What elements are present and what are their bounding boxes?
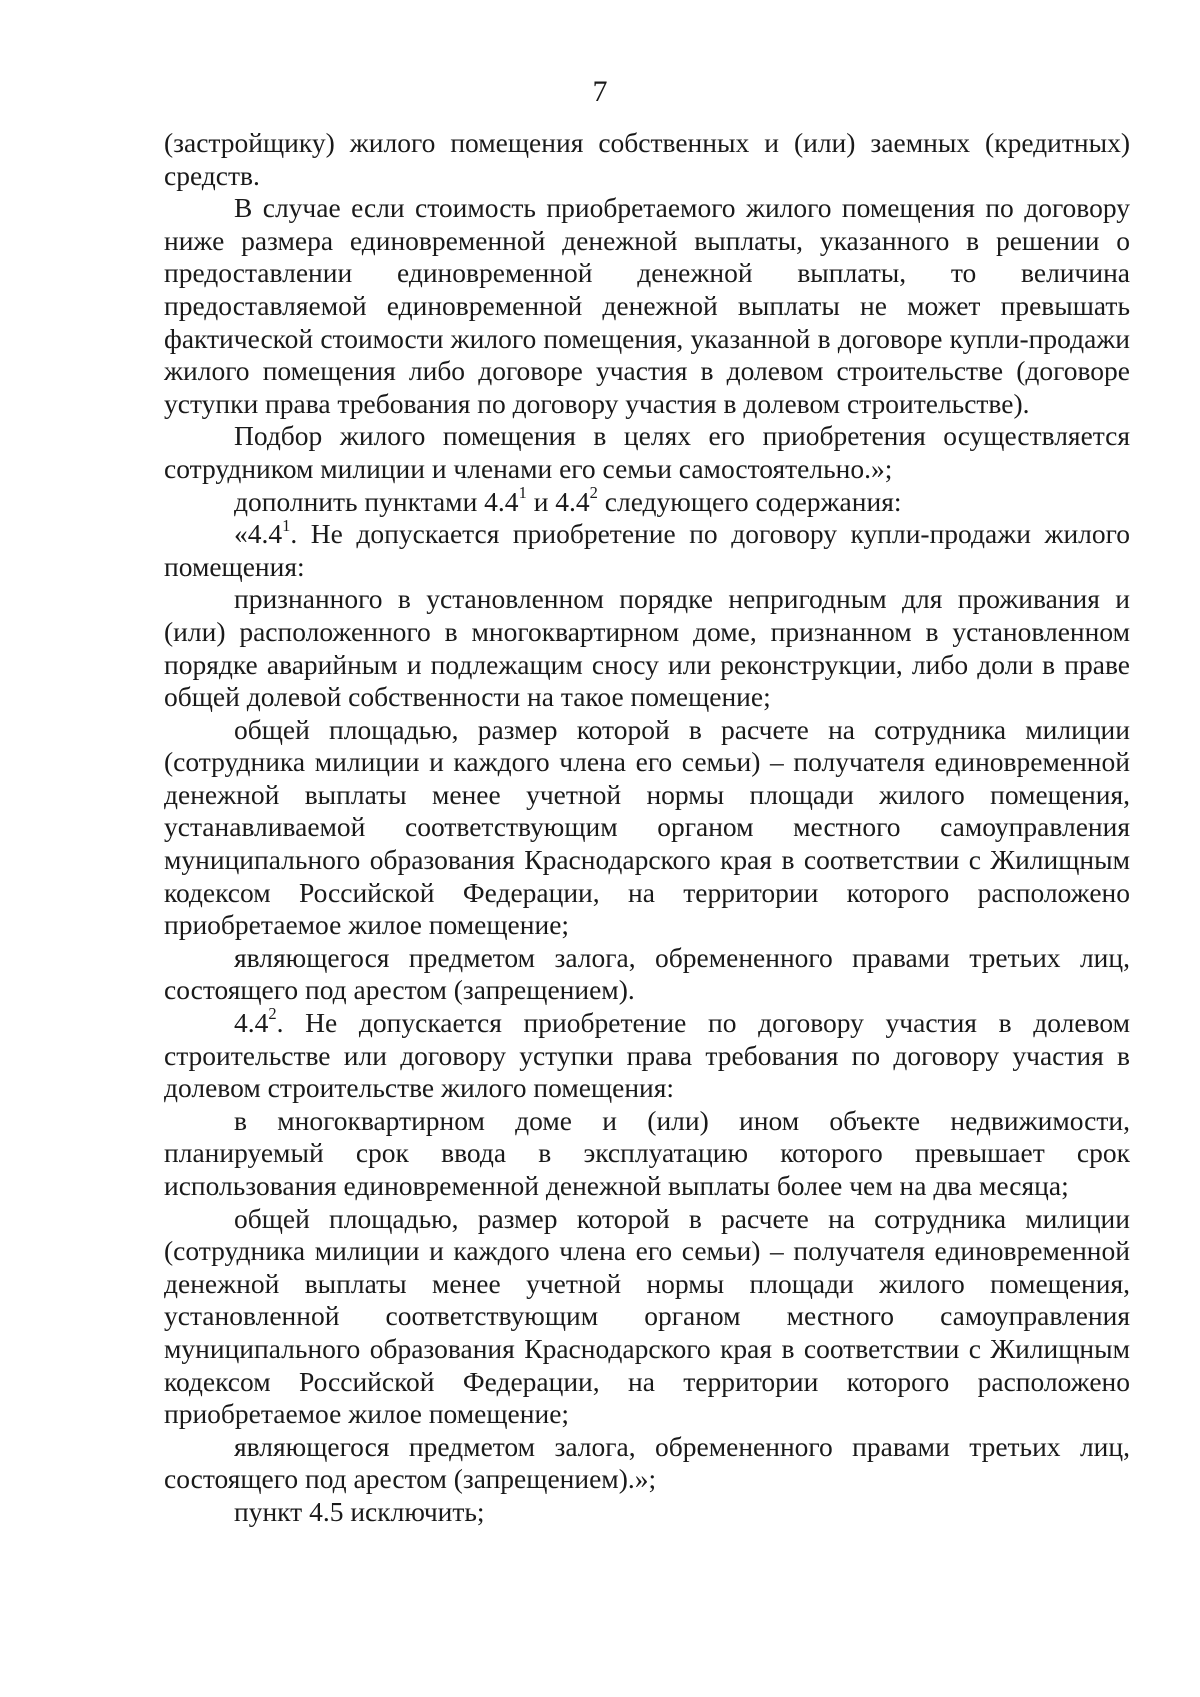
- superscript-marker: 2: [268, 1004, 277, 1024]
- superscript-marker: 1: [282, 515, 291, 535]
- paragraph-12: являющегося предметом залога, обремененного правами третьих лиц, состоящего под арестом (запрещением).»;: [164, 1430, 1130, 1495]
- paragraph-6: признанного в установленном порядке непригодным для проживания и (или) расположенного в многоквартирном доме, признанном в установленном порядке аварийным и подлежащим сносу или реконструкции, либо доли в праве общей долевой собственности на такое помещение;: [164, 583, 1130, 713]
- page-number: 7: [592, 75, 608, 108]
- paragraph-1: (застройщику) жилого помещения собственных и (или) заемных (кредитных) средств.: [164, 127, 1130, 191]
- paragraph-11: общей площадью, размер которой в расчете на сотрудника милиции (сотрудника милиции и каждого члена его семьи) – получателя единовременной денежной выплаты менее учетной нормы площади жилого помещения, установленной соответствующим органом местного самоуправления муниципального образования Краснодарского края в соответствии с Жилищным кодексом Российской Федерации, на территории которого расположено приобретаемое жилое помещение;: [164, 1202, 1130, 1430]
- paragraph-5: «$4.4^1$. Не допускается приобретение по договору купли-продажи жилого помещения:: [164, 515, 1130, 582]
- paragraph-13: пункт 4.5 исключить;: [234, 1495, 485, 1527]
- paragraph-8: являющегося предметом залога, обремененного правами третьих лиц, состоящего под арестом (запрещением).: [164, 941, 1130, 1006]
- superscript-marker: 1: [518, 482, 527, 502]
- paragraph-2: В случае если стоимость приобретаемого жилого помещения по договору ниже размера единовременной денежной выплаты, указанного в решении о предоставлении единовременной денежной выплаты, то величина предоставляемой единовременной денежной выплаты не может превышать фактической стоимости жилого помещения, указанной в договоре купли-продажи жилого помещения либо договоре участия в долевом строительстве (договоре уступки права требования по договору участия в долевом строительстве).: [164, 192, 1130, 419]
- paragraph-7: общей площадью, размер которой в расчете на сотрудника милиции (сотрудника милиции и каждого члена его семьи) – получателя единовременной денежной выплаты менее учетной нормы площади жилого помещения, устанавливаемой соответствующим органом местного самоуправления муниципального образования Краснодарского края в соответствии с Жилищным кодексом Российской Федерации, на территории которого расположено приобретаемое жилое помещение;: [164, 713, 1130, 941]
- paragraph-10: в многоквартирном доме и (или) ином объекте недвижимости, планируемый срок ввода в эксплуатацию которого превышает срок использования единовременной денежной выплаты более чем на два месяца;: [164, 1104, 1130, 1201]
- document-body: [164, 127, 1130, 1529]
- paragraph-9: $4.4^2$. Не допускается приобретение по договору участия в долевом строительстве или договору уступки права требования по договору участия в долевом строительстве жилого помещения:: [164, 1004, 1130, 1104]
- paragraph-4: дополнить пунктами $4.4^1$ и $4.4^2$ следующего содержания:: [234, 482, 902, 517]
- superscript-marker: 2: [589, 482, 598, 502]
- paragraph-3: Подбор жилого помещения в целях его приобретения осуществляется сотрудником милиции и членами его семьи самостоятельно.»;: [164, 420, 1130, 484]
